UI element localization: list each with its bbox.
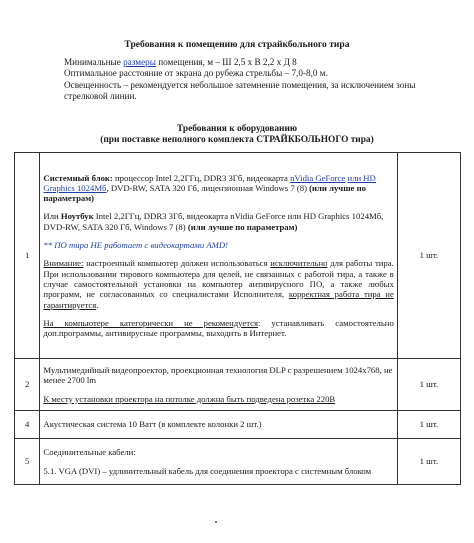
shooting-distance-line: Оптимальное расстояние от экрана до рубежа стрельбы – 7,0-8,0 м. <box>64 68 328 79</box>
row-description: Акустическая система 10 Ватт (в комплекте колонки 2 шт.) <box>40 411 397 439</box>
row-description <box>40 153 397 359</box>
system-unit-better-note: (или лучше по параметрам) <box>43 182 366 204</box>
not-recommended-label: На компьютере категорически не рекомендуется <box>43 317 259 328</box>
equipment-title-line1: Требования к оборудованию <box>176 124 298 134</box>
amd-warning: ** ПО тира НЕ работает с видеокартами AMD! <box>43 240 229 251</box>
nvidia-link[interactable]: nVidia GeForce <box>290 172 346 183</box>
room-requirements-title: Требования к помещению для страйкбольного тира <box>124 39 350 50</box>
scan-speck <box>215 521 217 523</box>
attention-text-b: для работы тира. При использовании тирового компьютера для целей, не связанных с работой тира, а также в случае самостоятельной установки на компьютер антивирусного ПО, а также любых программ, не согласованных со специалистами Исполнителя, <box>43 258 394 300</box>
attention-note <box>43 258 393 309</box>
row-description <box>40 359 397 411</box>
laptop-better-note: (или лучше по параметрам) <box>187 221 298 232</box>
table-row <box>15 439 461 485</box>
laptop-spec <box>43 211 393 232</box>
room-size-line <box>64 57 444 68</box>
room-size-value: помещения, м – Ш 2,5 х В 2,2 х Д 8 <box>155 57 297 67</box>
hd-graphics-link[interactable]: или HD Graphics 1024Мб <box>43 172 376 193</box>
vga-cable-spec: 5.1. VGA (DVI) – удлинительный кабель для соединения проектора с системным блоком <box>43 465 372 476</box>
projector-socket-note: К месту установки проектора на потолке должна быть подведена розетка 220В <box>43 393 336 404</box>
equipment-table <box>14 152 461 485</box>
row-quantity: 1 шт. <box>397 153 460 359</box>
row-quantity: 1 шт. <box>397 359 460 411</box>
row-quantity: 1 шт. <box>397 439 460 485</box>
system-unit-label: Системный блок: <box>43 172 113 183</box>
attention-no-guarantee: корректная работа тира не гарантируется <box>43 289 394 310</box>
system-unit-text: процессор Intel 2,2ГГц, DDR3 3Гб, видеокарта <box>112 172 291 183</box>
laptop-label: Ноутбук <box>60 211 94 222</box>
row-description <box>40 439 397 485</box>
row-quantity: 1 шт. <box>397 411 460 439</box>
row-number: 4 <box>15 411 40 439</box>
equipment-title-line2: (при поставке неполного комплекта СТРАЙКБОЛЬНОГО тира) <box>100 135 374 146</box>
room-size-link[interactable]: размеры <box>123 57 156 67</box>
room-requirements <box>64 57 444 103</box>
system-unit-text-rest: , DVD-RW, SATA 320 Гб, лицензионная Windows 7 (8) <box>106 182 310 193</box>
attention-text-a: настроенный компьютер должен использоваться <box>83 258 271 269</box>
row-number: 5 <box>15 439 40 485</box>
cables-heading: Соединительные кабели: <box>43 447 136 458</box>
equipment-requirements-title <box>0 124 474 147</box>
table-row <box>15 359 461 411</box>
attention-text-end: . <box>96 299 99 310</box>
lighting-line: Освещенность – рекомендуется небольшое затемнение помещения, за исключением зоны стрелковой линии. <box>64 79 416 102</box>
attention-label: Внимание: <box>43 258 84 269</box>
table-row <box>15 411 461 439</box>
system-unit-spec <box>43 173 393 204</box>
attention-underlined: исключительно <box>270 258 328 269</box>
projector-spec: Мультимедийный видеопроектор, проекционная технология DLP с разрешением 1024х768, не менее 2700 lm <box>43 365 393 386</box>
row-number: 2 <box>15 359 40 411</box>
table-row <box>15 153 461 359</box>
or-text: Или <box>43 211 61 222</box>
laptop-text: Intel 2,2ГГц, DDR3 3Гб, видеокарта nVidia GeForce или HD Graphics 1024Мб, DVD-RW, SATA 320 Гб, Windows 7 (8) <box>43 211 384 232</box>
not-recommended-text: : устанавливать самостоятельно доп.программы, антивирусные программы, выходить в Интернет. <box>43 317 394 339</box>
not-recommended-note <box>43 318 393 339</box>
row-number: 1 <box>15 153 40 359</box>
room-size-prefix: Минимальные <box>64 57 124 67</box>
